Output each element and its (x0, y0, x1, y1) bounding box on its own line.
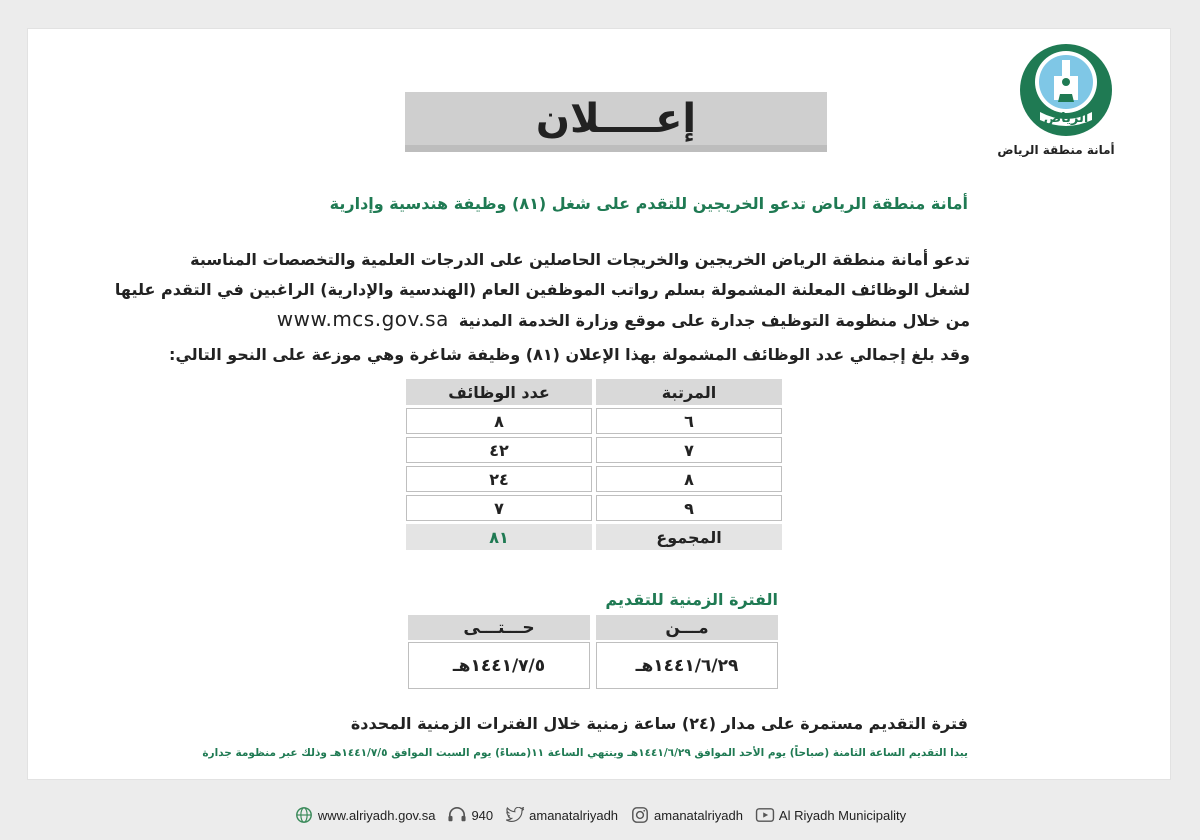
instagram-icon (630, 805, 650, 825)
youtube-icon (755, 805, 775, 825)
paragraph-line-4: وقد بلغ إجمالي عدد الوظائف المشمولة بهذا الإعلان (٨١) وظيفة شاغرة وهي موزعة على النحو التالي: (169, 345, 970, 364)
count-cell: ٤٢ (406, 437, 592, 463)
period-from-value: ١٤٤١/٦/٢٩هـ (596, 642, 778, 689)
paragraph-line-2: لشغل الوظائف المعلنة المشمولة بسلم رواتب الموظفين العام (الهندسية والإدارية) الراغبين في التقدم عليها (114, 280, 970, 299)
rank-cell: ٨ (596, 466, 782, 492)
headset-icon (447, 805, 467, 825)
twitter-icon (505, 805, 525, 825)
total-value: ٨١ (406, 524, 592, 550)
paragraph-line-1: تدعو أمانة منطقة الرياض الخريجين والخريجات الحاصلين على الدرجات العلمية والتخصصات المناسبة (190, 250, 970, 269)
table-header-row (406, 379, 782, 408)
table-row (406, 466, 782, 495)
twitter-link[interactable] (505, 805, 618, 825)
social-footer (0, 800, 1200, 830)
mcs-url: www.mcs.gov.sa (276, 307, 449, 331)
title-band (405, 92, 827, 145)
announcement-title: إعــــلان (535, 95, 697, 142)
paragraph-line-3 (170, 307, 970, 331)
announcement-subtitle: أمانة منطقة الرياض تدعو الخريجين للتقدم على شغل (٨١) وظيفة هندسية وإدارية (329, 194, 968, 213)
period-title: الفترة الزمنية للتقديم (605, 590, 778, 609)
rank-cell: ٧ (596, 437, 782, 463)
website-text: www.alriyadh.gov.sa (317, 807, 436, 823)
table-total-row (406, 524, 782, 553)
count-cell: ٨ (406, 408, 592, 434)
count-cell: ٢٤ (406, 466, 592, 492)
paragraph-line-3-text: من خلال منظومة التوظيف جدارة على موقع وزارة الخدمة المدنية (458, 311, 970, 330)
period-from-label: مـــن (596, 615, 778, 640)
total-label: المجموع (596, 524, 782, 550)
rank-cell: ٦ (596, 408, 782, 434)
instagram-link[interactable] (630, 805, 743, 825)
youtube-text: Al Riyadh Municipality (778, 807, 907, 823)
logo-wordmark: الرياض (1043, 111, 1089, 126)
header-count: عدد الوظائف (406, 379, 592, 405)
table-row (406, 408, 782, 437)
logo-caption: أمانة منطقة الرياض (997, 143, 1115, 157)
youtube-link[interactable] (755, 805, 906, 825)
period-to-label: حـــتـــى (408, 615, 590, 640)
phone-link[interactable] (447, 805, 493, 825)
application-note: فترة التقديم مستمرة على مدار (٢٤) ساعة زمنية خلال الفترات الزمنية المحددة (350, 714, 968, 733)
table-row (406, 437, 782, 466)
riyadh-municipality-logo (1018, 42, 1114, 138)
header-rank: المرتبة (596, 379, 782, 405)
website-link[interactable] (294, 805, 436, 825)
jobs-table (406, 379, 782, 553)
count-cell: ٧ (406, 495, 592, 521)
instagram-handle: amanatalriyadh (654, 807, 743, 823)
phone-text: 940 (471, 807, 494, 823)
rank-cell: ٩ (596, 495, 782, 521)
globe-icon (294, 805, 314, 825)
twitter-handle: amanatalriyadh (529, 807, 619, 823)
application-detail-note: يبدا التقديم الساعة الثامنة (صباحاً) يوم الأحد الموافق ١٤٤١/٦/٢٩هـ وينتهي الساعة ١١(مساءً) يوم السبت الموافق ١٤٤١/٧/٥هـ وذلك عبر منظومة جدارة (202, 747, 968, 759)
table-row (406, 495, 782, 524)
period-to-value: ١٤٤١/٧/٥هـ (408, 642, 590, 689)
